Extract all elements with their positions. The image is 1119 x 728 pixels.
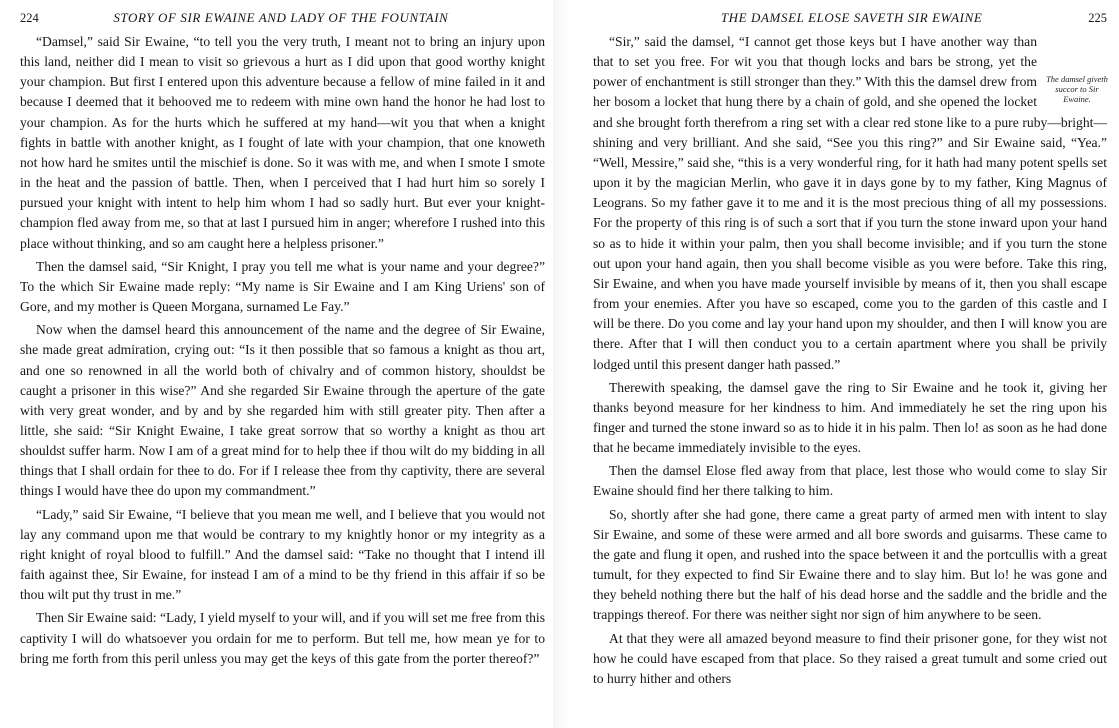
left-body-text [20, 32, 545, 669]
right-body-text [593, 32, 1107, 689]
paragraph: Now when the damsel heard this announcement of the name and the degree of Sir Ewaine, she made great admiration, crying out: “Is it then possible that so famous a knight as thou art, and one so renowned in all the world both of chivalry and of common history, shouldst be caught a prisoner in this wise?” And she regarded Sir Ewaine through the aperture of the gate with very great wonder, and by and by she regarded him with still greater pity. Then after a little, she said: “Sir Knight Ewaine, I take great sorrow that so worthy a knight as thou art shouldst suffer harm. Now I am of a great mind for to help thee if thou wilt do my bidding in all things that I shall ordain for thee to do. For if I release thee from thy captivity, there are several things I would have thee do upon my commandment.” [20, 322, 545, 499]
left-page-number: 224 [20, 10, 39, 25]
marginal-sidenote: The damsel giveth succor to Sir Ewaine. [1046, 74, 1108, 104]
paragraph: “Damsel,” said Sir Ewaine, “to tell you the very truth, I meant not to bring an injury upon this land, neither did I mean to visit so grievous a hurt as I did upon that good worthy knight your champion. But first I entered upon this adventure because a fellow of mine failed in it and because I deemed that it behooved me to redeem with mine own hand the honor he had lost to your champion. As for the hurts which he suffered at my hand—wit you that when a knight fights in battle with another knight, as I fought of late with your champion, that one knoweth not how hard he smites until the mischief is done. So it was with me, and when I smote I smote in the heat and the passion of battle. Then, when I perceived that I had hurt him so sorely I pursued your knight with intent to help him whom I had so sadly hurt. But ever your knight-champion fled away from me, so that at last I pursued him in anger; wherefore I rushed into this place without thinking, and so am caught here a helpless prisoner.” [20, 34, 545, 251]
paragraph: Then Sir Ewaine said: “Lady, I yield myself to your will, and if you will set me free from this captivity I will do whatsoever you ordain for me to perform. But tell me, how mean ye for to bring me forth from this peril unless you may get the keys of this gate from the porter thereof?” [20, 610, 545, 666]
paragraph: Then the damsel Elose fled away from that place, lest those who would come to slay Sir Ewaine should find her there talking to him. [593, 463, 1107, 499]
paragraph: At that they were all amazed beyond measure to find their prisoner gone, for they wist not how he could have escaped from that place. So they raised a great tumult and some cried out to hurry hither and others [593, 630, 1107, 686]
left-running-head [20, 6, 545, 30]
paragraph: “Lady,” said Sir Ewaine, “I believe that you mean me well, and I believe that you would not lay any command upon me that would be contrary to my knightly honor or my integrity as a right knight of royal blood to fulfill.” And the damsel said: “Take no thought that I intend ill faith against thee, Sir Ewaine, for instead I am of a mind to be thy friend in this affair if so be thou wilt put thy trust in me.” [20, 506, 545, 603]
right-page [553, 0, 1119, 728]
right-running-head [593, 6, 1107, 30]
right-page-number: 225 [1088, 10, 1107, 25]
paragraph: Then the damsel said, “Sir Knight, I pray you tell me what is your name and your degree?” To the which Sir Ewaine made reply: “My name is Sir Ewaine and I am King Uriens' son of Gore, and my mother is Queen Morgana, surnamed Le Fay.” [20, 258, 545, 315]
paragraph: So, shortly after she had gone, there came a great party of armed men with intent to slay Sir Ewaine, and some of these were armed and all bore swords and guisarms. These came to the gate and flung it open, and rushed into the space between it and the portcullis with a great tumult, for they expected to find Sir Ewaine there and to slay him. But lo! he was gone and they beheld nothing there but the half of his dead horse and the saddle and the bridle and the trappings thereof. For there was neither sight nor sign of him anywhere to be seen. [593, 506, 1107, 623]
paragraph: Therewith speaking, the damsel gave the ring to Sir Ewaine and he took it, giving her thanks beyond measure for her kindness to him. And immediately he set the ring upon his finger and turned the stone inward so as to hide it in his palm. Then lo! as soon as he had done that he became immediately invisible to the eyes. [593, 379, 1107, 456]
paragraph: “Sir,” said the damsel, “I cannot get those keys but I have another way than that to set you free. For wit you that though locks and bars be strong, yet the power of enchantment is still stronger than they.” With this the damsel drew from her bosom a locket that hung there by a chain of gold, and she opened the locket and she brought forth therefrom a ring set with a clear red stone like to a pure ruby—bright—shining and very brilliant. And she said, “See you this ring?” and Sir Ewaine said, “Yea.” “Well, Messire,” said she, “this is a very wonderful ring, for it hath had many potent spells set upon it by the magician Merlin, who gave it in days gone by to my father, King Magnus of Leograns. So my father gave it to me and it is the most precious thing of all my possessions. For the property of this ring is of such a sort that if you turn the stone inward upon your hand so as to hide it within your palm, then you shall become invisible; and if you turn the stone out upon your hand again, then you shall become visible as you were before. Take this ring, Sir Ewaine, and when you have made yourself invisible by means of it, then you shall escape from your enemies. After you have so escaped, come you to the garden of this castle and I will be there. Do you come and lay your hand upon my shoulder, and then I will know you are there. After that I will then conduct you to a certain apartment where you shall be privily lodged until this present danger hath passed.” [593, 34, 1107, 372]
left-running-title: STORY OF SIR EWAINE AND LADY OF THE FOUNTAIN [113, 10, 449, 25]
left-page [0, 0, 553, 728]
right-running-title: THE DAMSEL ELOSE SAVETH SIR EWAINE [720, 10, 983, 25]
